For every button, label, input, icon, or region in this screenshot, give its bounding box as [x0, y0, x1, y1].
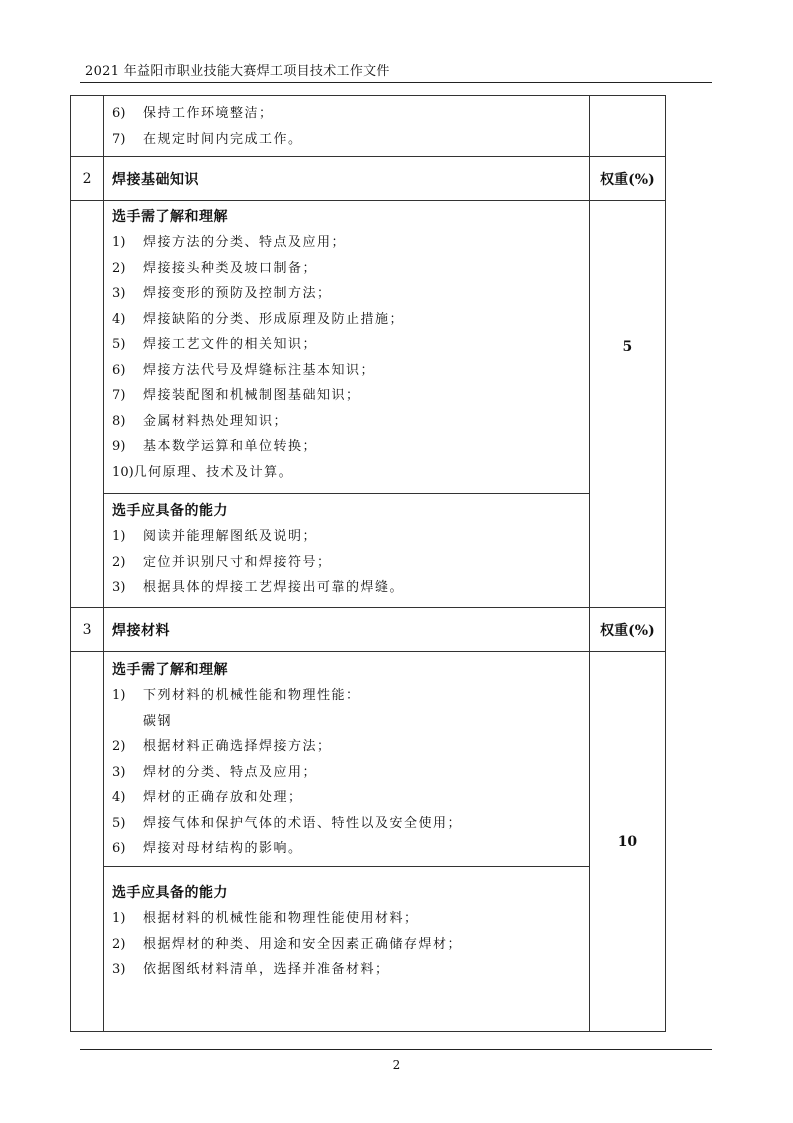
list-item: 2) 定位并识别尺寸和焊接符号； — [112, 554, 332, 570]
list-item: 5) 焊接工艺文件的相关知识； — [112, 337, 318, 352]
list-item: 2) 焊接接头种类及坡口制备； — [112, 260, 318, 276]
continuation-num-cell — [71, 96, 104, 157]
ability-block — [104, 494, 589, 607]
weight-label: 权重(%) — [589, 157, 665, 201]
section-body-row — [71, 652, 666, 1032]
list-item: 4) 焊材的正确存放和处理； — [112, 790, 303, 805]
knowledge-title: 选手需了解和理解 — [112, 662, 229, 678]
list-item: 3) 根据具体的焊接工艺焊接出可靠的焊缝。 — [112, 580, 405, 595]
header-rule — [80, 82, 712, 83]
list-item: 3) 焊接变形的预防及控制方法； — [112, 286, 332, 301]
weight-value: 5 — [622, 339, 633, 355]
competency-table — [70, 95, 666, 1032]
section-number: 2 — [71, 157, 104, 201]
list-item: 7) 在规定时间内完成工作。 — [112, 131, 303, 147]
page-number: 2 — [392, 1058, 401, 1072]
continuation-content-cell — [104, 96, 590, 157]
list-item: 6) 保持工作环境整洁； — [112, 106, 274, 121]
list-item: 1) 阅读并能理解图纸及说明； — [112, 529, 318, 544]
list-item: 6) 焊接对母材结构的影响。 — [112, 841, 303, 856]
list-item: 2) 根据材料正确选择焊接方法； — [112, 739, 332, 754]
list-item: 9) 基本数学运算和单位转换； — [112, 439, 318, 454]
list-item-sub: 碳钢 — [143, 713, 173, 729]
section-weight-cell — [589, 201, 665, 608]
section-body-content — [104, 201, 590, 608]
continuation-list — [104, 96, 589, 156]
weight-label: 权重(%) — [589, 608, 665, 652]
list-item: 3) 焊材的分类、特点及应用； — [112, 764, 318, 780]
list-item: 6) 焊接方法代号及焊缝标注基本知识； — [112, 362, 376, 378]
section-title: 焊接基础知识 — [104, 157, 590, 201]
section-body-content — [104, 652, 590, 1032]
list-item: 2) 根据焊材的种类、用途和安全因素正确储存焊材； — [112, 936, 463, 952]
list-item: 5) 焊接气体和保护气体的术语、特性以及安全使用； — [112, 815, 463, 831]
section-header-row — [71, 157, 666, 201]
knowledge-block — [104, 652, 589, 866]
footer-rule — [80, 1049, 712, 1050]
list-item: 7) 焊接装配图和机械制图基础知识； — [112, 388, 361, 403]
ability-block — [104, 867, 589, 1031]
list-item: 10)几何原理、技术及计算。 — [112, 464, 294, 480]
list-item: 1) 下列材料的机械性能和物理性能： — [112, 688, 361, 703]
knowledge-block — [104, 201, 589, 493]
list-item: 8) 金属材料热处理知识； — [112, 413, 289, 429]
ability-title: 选手应具备的能力 — [112, 885, 229, 901]
section-number: 3 — [71, 608, 104, 652]
list-item: 1) 根据材料的机械性能和物理性能使用材料； — [112, 911, 419, 926]
list-item: 3) 依据图纸材料清单，选择并准备材料； — [112, 962, 390, 977]
section-header-row — [71, 608, 666, 652]
continuation-weight-cell — [589, 96, 665, 157]
continuation-row — [71, 96, 666, 157]
section-body-row — [71, 201, 666, 608]
section-body-num-cell — [71, 201, 104, 608]
section-title: 焊接材料 — [104, 608, 590, 652]
section-body-num-cell — [71, 652, 104, 1032]
weight-value: 10 — [589, 652, 665, 1032]
page-header: 2021 年益阳市职业技能大赛焊工项目技术工作文件 — [85, 64, 390, 79]
ability-title: 选手应具备的能力 — [112, 503, 229, 519]
list-item: 1) 焊接方法的分类、特点及应用； — [112, 235, 347, 250]
knowledge-title: 选手需了解和理解 — [112, 209, 229, 225]
list-item: 4) 焊接缺陷的分类、形成原理及防止措施； — [112, 311, 405, 327]
